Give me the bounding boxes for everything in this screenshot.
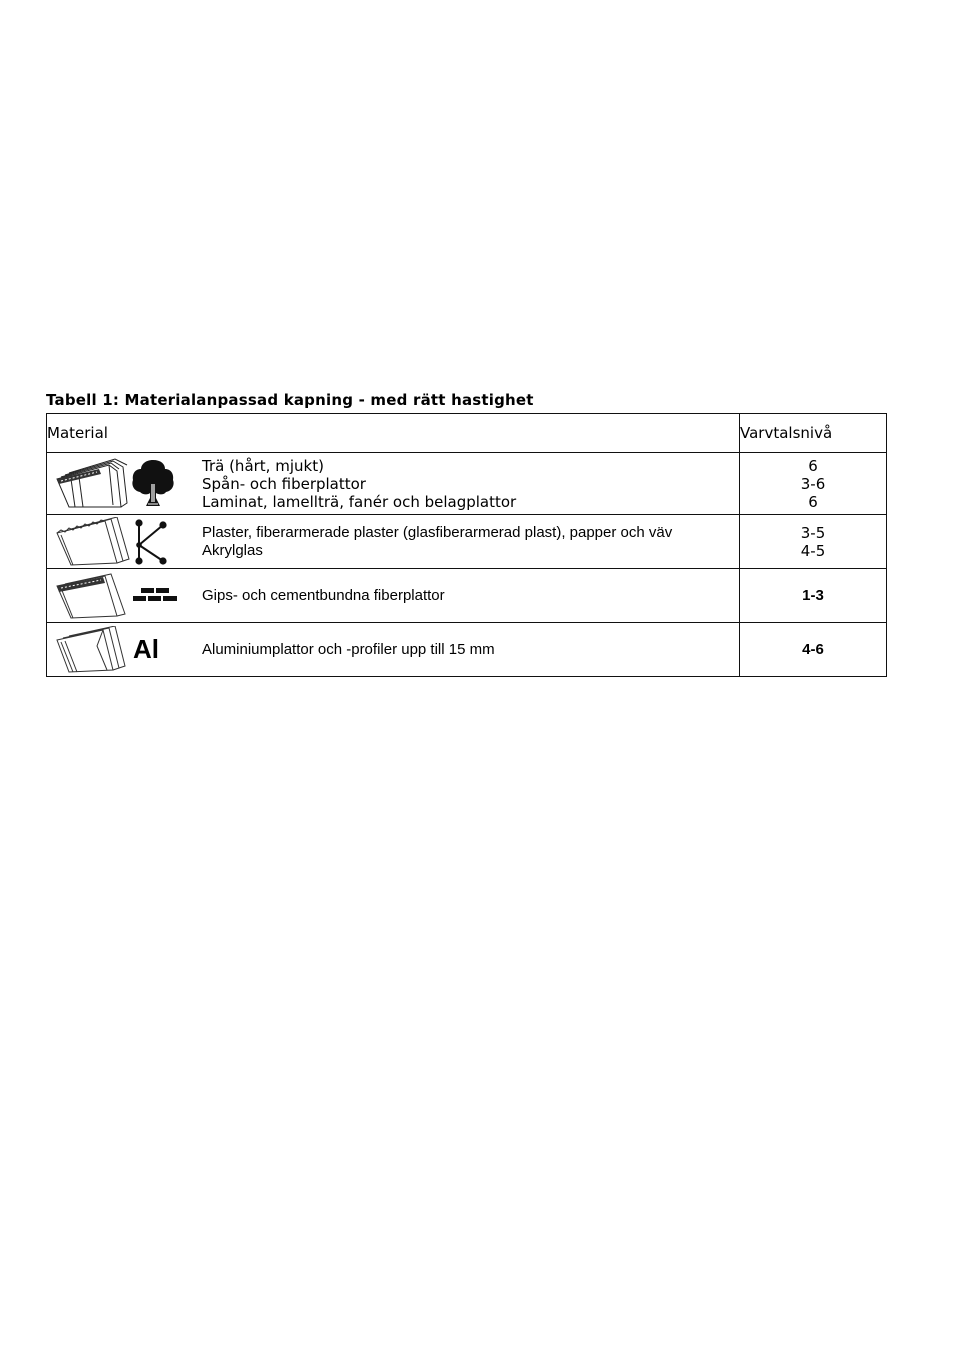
- table-row: [47, 623, 887, 677]
- speed-level-value: 4-5: [800, 541, 826, 560]
- header-speed-level: Varvtalsnivå: [740, 414, 887, 453]
- material-speed-table: [46, 413, 887, 677]
- material-cell: [47, 569, 740, 623]
- material-label: Spån- och fiberplattor: [202, 474, 366, 493]
- speed-level-cell: [740, 453, 887, 515]
- tree-icon: [131, 458, 175, 510]
- plastic-sheets-icon: [47, 517, 131, 567]
- material-cell: [47, 453, 740, 515]
- speed-level-cell: [740, 569, 887, 623]
- material-cell: [47, 515, 740, 569]
- speed-level-cell: [740, 515, 887, 569]
- bricks-icon: [131, 584, 179, 608]
- speed-level-value: 6: [808, 492, 818, 511]
- speed-level-value: 4-6: [802, 640, 824, 658]
- speed-level-value: 3-6: [800, 474, 826, 493]
- metal-sheets-icon: [47, 626, 137, 674]
- header-material: Material: [47, 414, 740, 453]
- table-header-row: [47, 414, 887, 453]
- material-cell: [47, 623, 740, 677]
- fiberboard-sheets-icon: [47, 572, 131, 620]
- table-row: [47, 569, 887, 623]
- material-label: Laminat, lamellträ, fanér och belagplattor: [202, 492, 517, 511]
- material-label: Trä (hårt, mjukt): [202, 456, 324, 475]
- molecule-k-icon: [131, 519, 171, 565]
- wood-boards-icon: [47, 457, 131, 511]
- material-label: Gips- och cementbundna fiberplattor: [202, 586, 445, 604]
- speed-level-value: 6: [808, 456, 818, 475]
- speed-level-value: 3-5: [800, 523, 826, 542]
- aluminium-symbol: Al: [133, 634, 159, 664]
- table-title: Tabell 1: Materialanpassad kapning - med rätt hastighet: [46, 391, 534, 409]
- material-label: Aluminiumplattor och -profiler upp till 15 mm: [202, 640, 495, 658]
- speed-level-value: 1-3: [802, 586, 824, 604]
- speed-level-cell: [740, 623, 887, 677]
- material-label: Plaster, fiberarmerade plaster (glasfiberarmerad plast), papper och väv: [202, 523, 673, 541]
- table-row: [47, 515, 887, 569]
- material-label: Akrylglas: [202, 541, 263, 559]
- table-row: [47, 453, 887, 515]
